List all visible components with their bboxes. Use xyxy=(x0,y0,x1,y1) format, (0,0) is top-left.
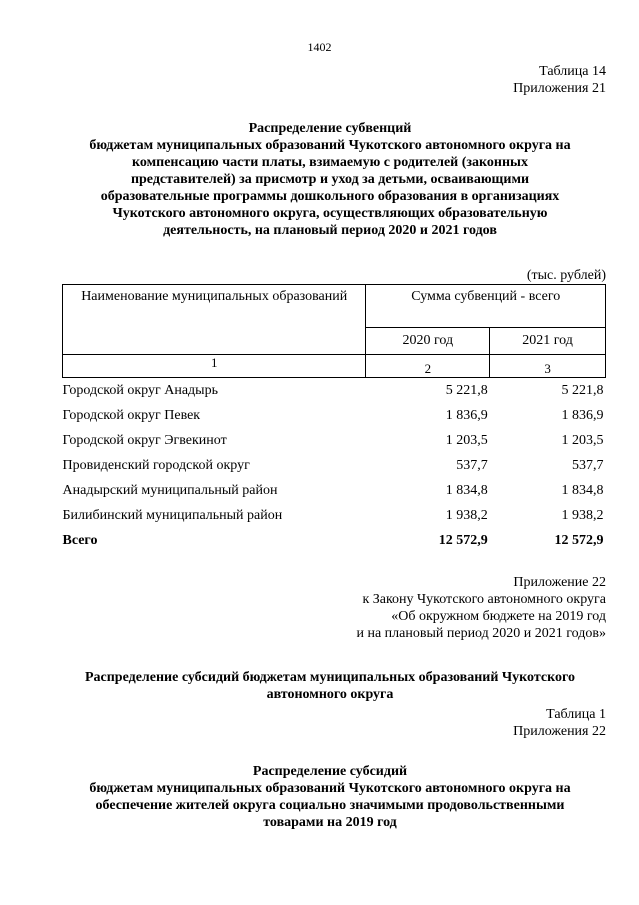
value-2020: 1 203,5 xyxy=(445,432,488,448)
table-row xyxy=(63,478,606,503)
municipality-name: Городской округ Эгвекинот xyxy=(62,432,227,448)
appendix-line: и на плановый период 2020 и 2021 годов» xyxy=(356,626,606,641)
title-line: образовательные программы дошкольного образования в организациях xyxy=(100,189,560,204)
table1-title xyxy=(60,763,600,831)
value-2020: 1 836,9 xyxy=(445,407,488,423)
municipality-name: Городской округ Анадырь xyxy=(62,382,218,398)
value-2020: 537,7 xyxy=(456,457,488,473)
table14-title xyxy=(60,120,600,239)
title-line: обеспечение жителей округа социально значимыми продовольственными xyxy=(95,798,565,813)
column-header-name: Наименование муниципальных образований xyxy=(63,285,366,355)
appendix22-header xyxy=(356,574,606,642)
table-row xyxy=(63,428,606,453)
table-row xyxy=(63,378,606,404)
municipality-name: Билибинский муниципальный район xyxy=(62,507,283,523)
title-line: автономного округа xyxy=(266,687,394,702)
section-title xyxy=(60,669,600,703)
title-line: Распределение субсидий бюджетам муниципальных образований Чукотского xyxy=(84,670,576,685)
table-row xyxy=(63,503,606,528)
total-2020: 12 572,9 xyxy=(438,532,488,548)
column-header-2020: 2020 год xyxy=(366,328,490,355)
title-line: компенсацию части платы, взимаемую с родителей (законных xyxy=(132,155,528,170)
title-line: Чукотского автономного округа, осуществляющих образовательную xyxy=(112,206,548,221)
table-number: Таблица 14 xyxy=(539,64,606,79)
title-line: Распределение субсидий xyxy=(252,764,408,779)
column-number: 3 xyxy=(490,355,606,378)
value-2021: 1 938,2 xyxy=(561,507,604,523)
value-2021: 5 221,8 xyxy=(561,382,604,398)
value-2020: 5 221,8 xyxy=(445,382,488,398)
table-number: Таблица 1 xyxy=(546,707,606,722)
title-line: представителей) за присмотр и уход за детьми, осваивающими xyxy=(130,172,530,187)
appendix-ref: Приложения 21 xyxy=(513,81,606,96)
municipality-name: Городской округ Певек xyxy=(62,407,201,423)
value-2021: 1 203,5 xyxy=(561,432,604,448)
value-2021: 537,7 xyxy=(572,457,604,473)
municipality-name: Провиденский городской округ xyxy=(62,457,250,473)
title-line: деятельность, на плановый период 2020 и 2021 годов xyxy=(163,223,497,238)
title-line: бюджетам муниципальных образований Чукотского автономного округа на xyxy=(89,781,571,796)
value-2020: 1 938,2 xyxy=(445,507,488,523)
appendix-line: «Об окружном бюджете на 2019 год xyxy=(391,609,606,624)
title-line: товарами на 2019 год xyxy=(263,815,397,830)
total-label: Всего xyxy=(62,532,98,548)
table1-caption xyxy=(513,706,606,740)
appendix-line: Приложение 22 xyxy=(513,575,606,590)
table14-caption xyxy=(513,63,606,97)
column-number: 2 xyxy=(366,355,490,378)
page-number: 1402 xyxy=(307,40,332,54)
municipality-name: Анадырский муниципальный район xyxy=(62,482,278,498)
table-row xyxy=(63,453,606,478)
column-header-sum: Сумма субвенций - всего xyxy=(366,285,606,328)
total-row xyxy=(63,528,606,553)
appendix-line: к Закону Чукотского автономного округа xyxy=(362,592,606,607)
total-2021: 12 572,9 xyxy=(554,532,604,548)
value-2021: 1 834,8 xyxy=(561,482,604,498)
title-line: Распределение субвенций xyxy=(248,121,412,136)
header-row xyxy=(63,285,606,328)
value-2021: 1 836,9 xyxy=(561,407,604,423)
column-header-2021: 2021 год xyxy=(490,328,606,355)
subvention-table xyxy=(62,284,606,553)
column-number: 1 xyxy=(63,355,366,378)
appendix-ref: Приложения 22 xyxy=(513,724,606,739)
column-numbers-row xyxy=(63,355,606,378)
units-label: (тыс. рублей) xyxy=(526,268,606,283)
title-line: бюджетам муниципальных образований Чукотского автономного округа на xyxy=(89,138,571,153)
value-2020: 1 834,8 xyxy=(445,482,488,498)
table-row xyxy=(63,403,606,428)
